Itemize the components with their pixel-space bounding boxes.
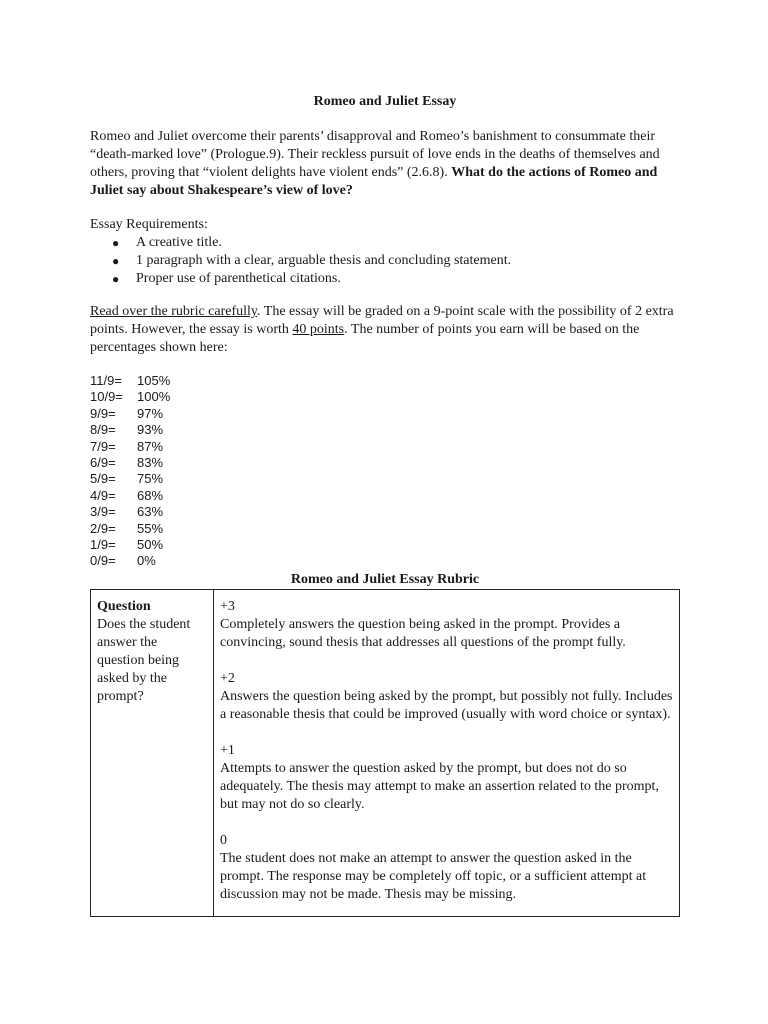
scale-row: 10/9= 100% bbox=[90, 389, 171, 405]
requirements-heading: Essay Requirements: bbox=[90, 217, 208, 232]
bullet-icon: ● bbox=[112, 236, 120, 250]
rubric-title: Romeo and Juliet Essay Rubric bbox=[290, 572, 480, 587]
level-description: Attempts to answer the question asked by the prompt, but does not do so adequately. The thesis may attempt to make an assertion related to the prompt, but may not do so clearly. bbox=[220, 761, 659, 812]
scale-row: 1/9= 50% bbox=[90, 536, 164, 552]
essay-question: What do the actions of Romeo and Juliet say about Shakespeare’s view of love? bbox=[90, 165, 658, 198]
intro-text: Romeo and Juliet overcome their parents’ disapproval and Romeo’s banishment to consummate their “death-marked love” (Prologue.9). Their reckless pursuit of love ends in the deaths of themselves and others, proving that “violent delights have violent ends” (2.6.8). bbox=[90, 129, 660, 180]
level-score: 0 bbox=[220, 833, 227, 848]
level-description: Answers the question being asked by the prompt, but possibly not fully. Includes a reasonable thesis that could be improved (usually with word choice or syntax). bbox=[220, 689, 673, 722]
scale-row: 5/9= 75% bbox=[90, 471, 164, 487]
rubric-level bbox=[220, 742, 673, 814]
criterion-description: Does the student answer the question being asked by the prompt? bbox=[97, 617, 191, 704]
scale-row: 9/9= 97% bbox=[90, 405, 164, 421]
requirement-item: ● 1 paragraph with a clear, arguable thesis and concluding statement. bbox=[112, 253, 512, 268]
document-title: Romeo and Juliet Essay bbox=[313, 94, 457, 109]
rubric-note-paragraph: Read over the rubric carefully. The essay will be graded on a 9-point scale with the possibility of 2 extra points. However, the essay is worth 40 points. The number of points you earn will be based on the percentages shown here: bbox=[90, 304, 674, 355]
level-description: The student does not make an attempt to answer the question asked in the prompt. The response may be completely off topic, or a sufficient attempt at discussion may not be made. Thesis may be missing. bbox=[220, 851, 647, 902]
requirement-item: ● Proper use of parenthetical citations. bbox=[112, 271, 341, 286]
scale-row: 0/9= 0% bbox=[90, 553, 156, 569]
table-row bbox=[91, 590, 680, 917]
criterion-name: Question bbox=[97, 599, 151, 614]
rubric-table bbox=[90, 589, 680, 917]
levels-cell bbox=[214, 590, 680, 917]
rubric-level bbox=[220, 832, 673, 904]
scale-row: 6/9= 83% bbox=[90, 454, 164, 470]
scale-row: 2/9= 55% bbox=[90, 520, 164, 536]
requirements-list bbox=[90, 234, 511, 288]
scale-row: 11/9= 105% bbox=[90, 373, 171, 388]
scale-row: 3/9= 63% bbox=[90, 504, 164, 520]
criterion-cell bbox=[91, 590, 214, 917]
scale-row: 8/9= 93% bbox=[90, 422, 164, 438]
level-score: +2 bbox=[220, 671, 235, 686]
grading-scale bbox=[90, 373, 170, 570]
level-score: +1 bbox=[220, 743, 235, 758]
scale-row: 7/9= 87% bbox=[90, 438, 164, 454]
scale-row: 4/9= 68% bbox=[90, 487, 164, 503]
bullet-icon: ● bbox=[112, 272, 120, 286]
points-underline: 40 points bbox=[292, 322, 345, 337]
level-description: Completely answers the question being asked in the prompt. Provides a convincing, sound thesis that addresses all questions of the prompt fully. bbox=[220, 617, 626, 650]
intro-paragraph bbox=[90, 128, 680, 200]
rubric-level bbox=[220, 598, 673, 652]
rubric-note-underline: Read over the rubric carefully bbox=[90, 304, 258, 319]
rubric-level bbox=[220, 670, 673, 724]
level-score: +3 bbox=[220, 599, 235, 614]
bullet-icon: ● bbox=[112, 254, 120, 268]
requirement-item: ● A creative title. bbox=[112, 235, 222, 250]
